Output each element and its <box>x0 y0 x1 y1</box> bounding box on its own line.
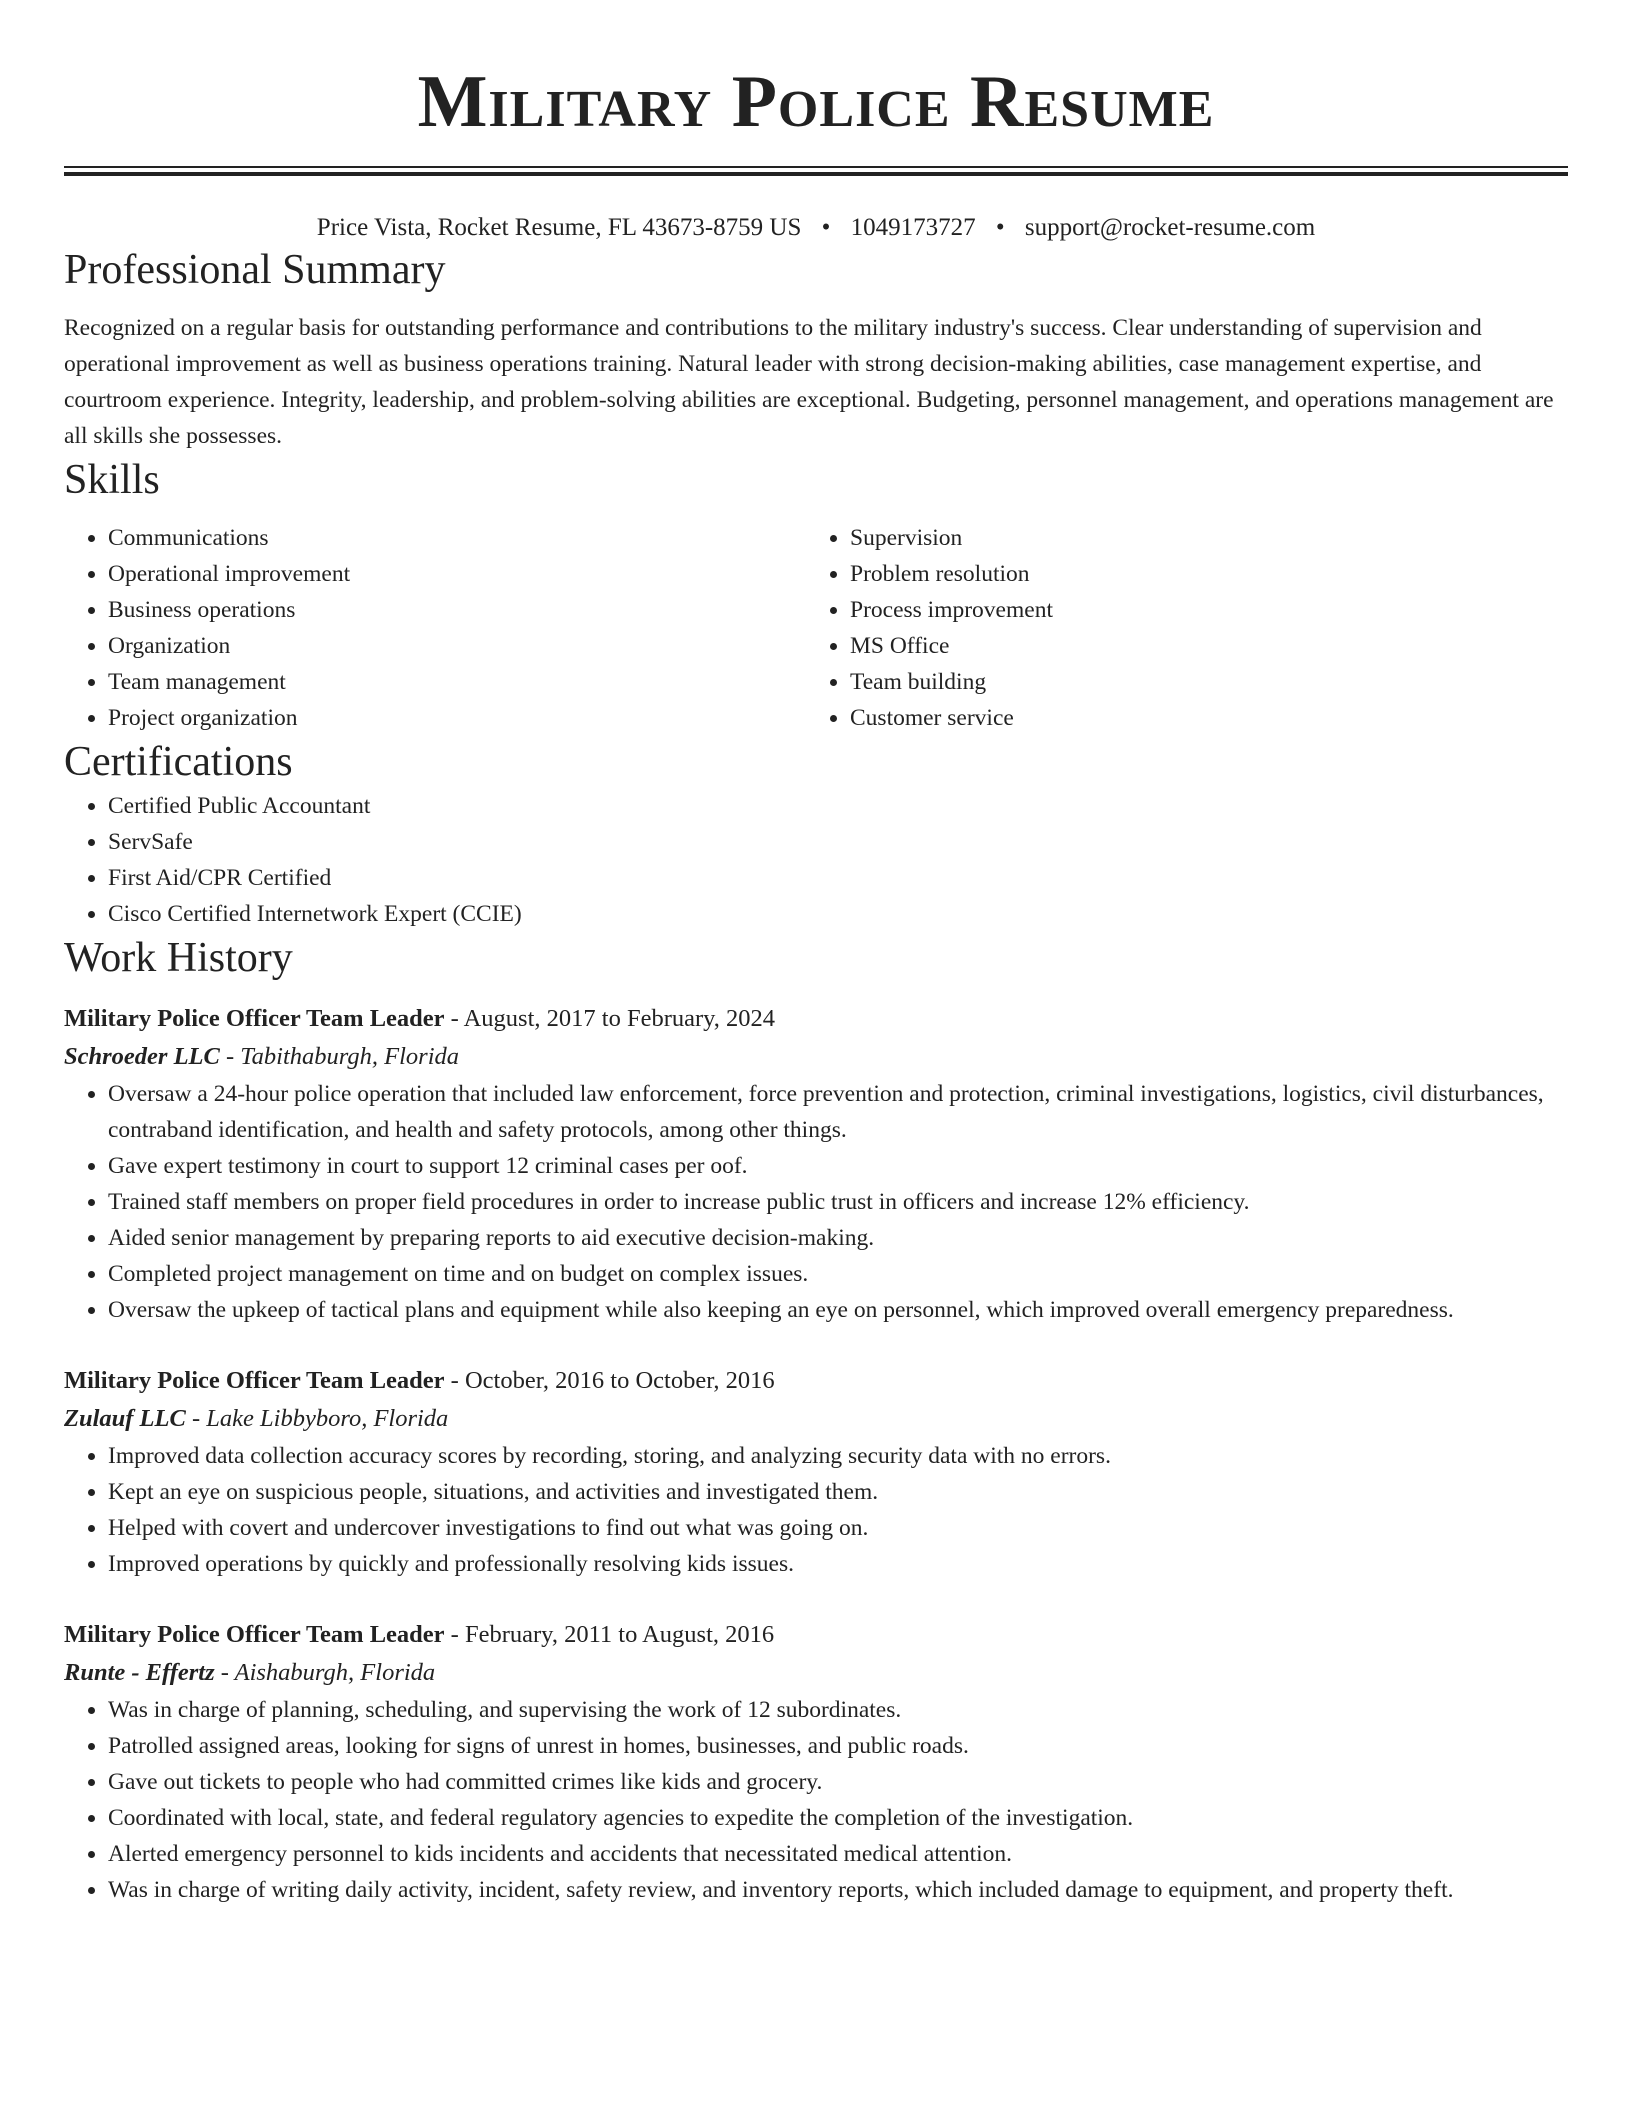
job-company-line <box>64 1400 1568 1438</box>
job-dash: - <box>191 1405 207 1432</box>
job-duties-list <box>64 1438 1568 1582</box>
skills-list-right <box>806 520 1548 736</box>
job-title-line <box>64 1000 1568 1038</box>
job-dash: - <box>450 1367 465 1394</box>
contact-line <box>64 212 1568 244</box>
job-company: Zulauf LLC <box>64 1405 186 1432</box>
job-dates: February, 2011 to August, 2016 <box>464 1621 775 1648</box>
skills-heading: Skills <box>64 457 160 503</box>
certification-item: • ServSafe <box>108 824 1568 860</box>
job-company-line <box>64 1654 1568 1692</box>
job-company-line <box>64 1038 1568 1076</box>
job-duty: • Oversaw a 24-hour police operation that included law enforcement, force prevention and protection, criminal investigations, logistics, civil disturbances, contraband identification, and health and safety protocols, among other things. <box>108 1076 1568 1148</box>
job-duty: • Trained staff members on proper field procedures in order to increase public trust in officers and increase 12% efficiency. <box>108 1184 1568 1220</box>
job-dates: October, 2016 to October, 2016 <box>464 1367 775 1394</box>
skill-item: • Supervision <box>850 520 1548 556</box>
job-duty: • Completed project management on time and on budget on complex issues. <box>108 1256 1568 1292</box>
work-history-heading: Work History <box>64 935 293 981</box>
skill-item: • Customer service <box>850 700 1548 736</box>
job-entry <box>64 1616 1568 1908</box>
job-duty: • Was in charge of writing daily activity, incident, safety review, and inventory reports, which included damage to equipment, and property theft. <box>108 1872 1568 1908</box>
job-duty: • Coordinated with local, state, and federal regulatory agencies to expedite the completion of the investigation. <box>108 1800 1568 1836</box>
job-duty: • Improved operations by quickly and professionally resolving kids issues. <box>108 1546 1568 1582</box>
resume-title: Military Police Resume <box>417 61 1215 143</box>
job-entry <box>64 1000 1568 1328</box>
job-location: Tabithaburgh, Florida <box>240 1043 459 1070</box>
job-dash: - <box>450 1005 464 1032</box>
skill-item: • Communications <box>108 520 806 556</box>
certification-item: • First Aid/CPR Certified <box>108 860 1568 896</box>
skill-item: • Business operations <box>108 592 806 628</box>
skill-item: • Project organization <box>108 700 806 736</box>
job-duty: • Gave out tickets to people who had committed crimes like kids and grocery. <box>108 1764 1568 1800</box>
job-dash: - <box>220 1659 235 1686</box>
job-entry <box>64 1362 1568 1582</box>
job-title: Military Police Officer Team Leader <box>64 1367 445 1394</box>
job-duties-list <box>64 1692 1568 1908</box>
job-duty: • Was in charge of planning, scheduling, and supervising the work of 12 subordinates. <box>108 1692 1568 1728</box>
contact-separator: • <box>821 214 831 241</box>
job-company: Schroeder LLC <box>64 1043 220 1070</box>
certifications-heading: Certifications <box>64 739 293 785</box>
skill-item: • Problem resolution <box>850 556 1548 592</box>
job-location: Lake Libbyboro, Florida <box>206 1405 449 1432</box>
skill-item: • Operational improvement <box>108 556 806 592</box>
job-title-line <box>64 1362 1568 1400</box>
job-duty: • Kept an eye on suspicious people, situations, and activities and investigated them. <box>108 1474 1568 1510</box>
contact-email[interactable]: support@rocket-resume.com <box>1024 214 1316 241</box>
job-title: Military Police Officer Team Leader <box>64 1005 445 1032</box>
contact-phone: 1049173727 <box>850 214 976 241</box>
job-company: Runte - Effertz <box>64 1659 215 1686</box>
job-duty: • Gave expert testimony in court to support 12 criminal cases per oof. <box>108 1148 1568 1184</box>
summary-text: Recognized on a regular basis for outstanding performance and contributions to the military industry's success. Clear understanding of supervision and operational improvement as well as business operations training. Natural leader with strong decision-making abilities, case management expertise, and courtroom experience. Integrity, leadership, and problem-solving abilities are exceptional. Budgeting, personnel management, and operations management are all skills she possesses. <box>64 315 1554 449</box>
job-dates: August, 2017 to February, 2024 <box>463 1005 776 1032</box>
skill-item: • Process improvement <box>850 592 1548 628</box>
job-duty: • Patrolled assigned areas, looking for signs of unrest in homes, businesses, and public roads. <box>108 1728 1568 1764</box>
title-divider <box>64 166 1568 176</box>
contact-address: Price Vista, Rocket Resume, FL 43673-8759 US <box>316 214 802 241</box>
skills-column-right <box>806 520 1548 736</box>
job-duties-list <box>64 1076 1568 1328</box>
skill-item: • MS Office <box>850 628 1548 664</box>
skill-item: • Team building <box>850 664 1548 700</box>
job-duty: • Improved data collection accuracy scores by recording, storing, and analyzing security data with no errors. <box>108 1438 1568 1474</box>
contact-separator: • <box>995 214 1005 241</box>
skills-grid <box>64 520 1568 736</box>
skill-item: • Team management <box>108 664 806 700</box>
skills-list-left <box>64 520 806 736</box>
certification-item: • Certified Public Accountant <box>108 788 1568 824</box>
summary-heading: Professional Summary <box>64 247 446 293</box>
certifications-list <box>64 788 1568 932</box>
skill-item: • Organization <box>108 628 806 664</box>
job-dash: - <box>225 1043 241 1070</box>
job-location: Aishaburgh, Florida <box>234 1659 436 1686</box>
job-title: Military Police Officer Team Leader <box>64 1621 445 1648</box>
job-dash: - <box>450 1621 465 1648</box>
job-duty: • Oversaw the upkeep of tactical plans and equipment while also keeping an eye on personnel, which improved overall emergency preparedness. <box>108 1292 1568 1328</box>
certification-item: • Cisco Certified Internetwork Expert (CCIE) <box>108 896 1568 932</box>
job-duty: • Aided senior management by preparing reports to aid executive decision-making. <box>108 1220 1568 1256</box>
job-duty: • Helped with covert and undercover investigations to find out what was going on. <box>108 1510 1568 1546</box>
skills-column-left <box>64 520 806 736</box>
job-title-line <box>64 1616 1568 1654</box>
job-duty: • Alerted emergency personnel to kids incidents and accidents that necessitated medical attention. <box>108 1836 1568 1872</box>
